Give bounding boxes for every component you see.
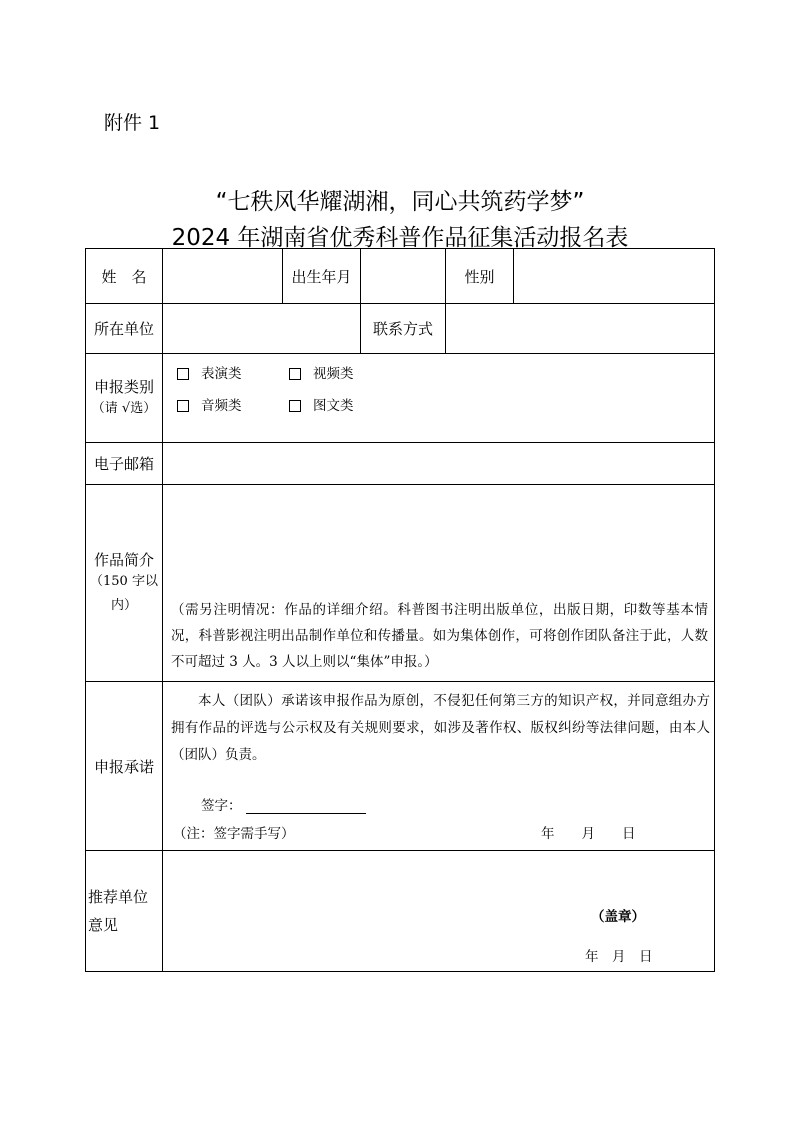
category-option-label: 图文类	[313, 398, 354, 414]
contact-field[interactable]	[446, 304, 715, 354]
recommend-date: 年 月 日	[585, 949, 653, 965]
category-option-video[interactable]	[289, 358, 401, 390]
category-option-performance[interactable]	[177, 358, 289, 390]
birth-label: 出生年月	[283, 249, 361, 304]
intro-note: （需另注明情况：作品的详细介绍。科普图书注明出版单位，出版日期，印数等基本情况，科普影视注明出品制作单位和传播量。如为集体创作，可将创作团队备注于此，人数不可超过 3 人。3 人以上则以“集体”申报。）	[171, 602, 708, 670]
category-option-label: 音频类	[201, 398, 242, 414]
intro-label-cell	[86, 485, 163, 682]
name-label: 姓 名	[86, 249, 163, 304]
name-field[interactable]	[163, 249, 283, 304]
category-label: 申报类别	[93, 377, 154, 396]
checkbox-icon[interactable]	[289, 368, 301, 380]
category-options	[163, 354, 715, 443]
promise-date: 年 月 日	[541, 826, 636, 842]
row-basic-info	[86, 249, 715, 304]
category-option-label: 表演类	[201, 366, 242, 382]
promise-cell	[163, 682, 715, 851]
recommend-field[interactable]	[163, 851, 715, 972]
row-category	[86, 354, 715, 443]
signature-area	[201, 794, 366, 814]
intro-hint: （150 字以内）	[90, 573, 158, 613]
recommend-label: 推荐单位意见	[86, 851, 163, 972]
checkbox-icon[interactable]	[289, 400, 301, 412]
row-unit	[86, 304, 715, 354]
row-promise	[86, 682, 715, 851]
attachment-label: 附件 1	[104, 112, 161, 134]
category-option-label: 视频类	[313, 366, 354, 382]
category-label-cell	[86, 354, 163, 443]
checkbox-icon[interactable]	[177, 368, 189, 380]
registration-table	[85, 248, 715, 972]
gender-label: 性别	[446, 249, 514, 304]
signature-label: 签字：	[201, 798, 242, 814]
form-title-line2: 2024 年湖南省优秀科普作品征集活动报名表	[171, 225, 629, 251]
form-title-line1: “七秩风华耀湖湘，同心共筑药学梦”	[215, 189, 585, 215]
row-email	[86, 443, 715, 485]
unit-label: 所在单位	[86, 304, 163, 354]
category-option-audio[interactable]	[177, 390, 289, 422]
email-field[interactable]	[163, 443, 715, 485]
email-label: 电子邮箱	[86, 443, 163, 485]
category-option-graphic[interactable]	[289, 390, 401, 422]
intro-label: 作品简介	[93, 550, 154, 569]
unit-field[interactable]	[163, 304, 361, 354]
row-intro	[86, 485, 715, 682]
promise-text: 本人（团队）承诺该申报作品为原创，不侵犯任何第三方的知识产权，并同意组办方拥有作品的评选与公示权及有关规则要求，如涉及著作权、版权纠纷等法律问题，由本人（团队）负责。	[171, 693, 710, 763]
intro-field[interactable]	[163, 485, 715, 682]
category-hint: （请 √选）	[91, 400, 157, 416]
contact-label: 联系方式	[361, 304, 446, 354]
birth-field[interactable]	[361, 249, 446, 304]
signature-line[interactable]	[246, 799, 366, 814]
gender-field[interactable]	[514, 249, 715, 304]
checkbox-icon[interactable]	[177, 400, 189, 412]
promise-label: 申报承诺	[86, 682, 163, 851]
row-recommend	[86, 851, 715, 972]
seal-text: （盖章）	[591, 909, 645, 925]
signature-note: （注：签字需手写）	[173, 826, 295, 842]
